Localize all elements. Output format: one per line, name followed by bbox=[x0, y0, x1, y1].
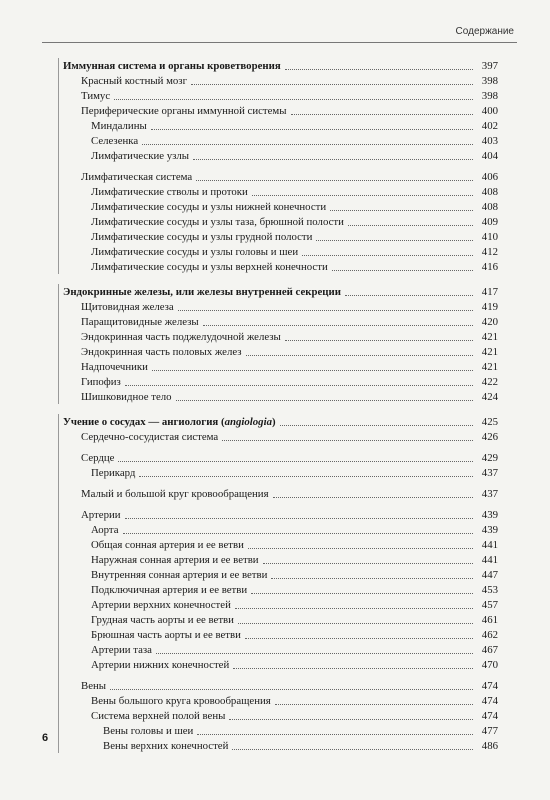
entry-title: Лимфатические стволы и протоки bbox=[91, 186, 248, 198]
dot-leader bbox=[196, 180, 473, 181]
toc-entry[interactable] bbox=[59, 73, 498, 88]
dot-leader bbox=[235, 608, 473, 609]
toc-entry[interactable] bbox=[59, 627, 498, 642]
dot-leader bbox=[203, 325, 473, 326]
latin-term: angiologia bbox=[224, 416, 272, 428]
dot-leader bbox=[156, 653, 473, 654]
entry-title: Учение о сосудах — ангиология (angiologia) bbox=[63, 416, 276, 428]
entry-title: Лимфатическая система bbox=[81, 171, 193, 183]
toc-entry[interactable] bbox=[59, 259, 498, 274]
dot-leader bbox=[139, 476, 473, 477]
dot-leader bbox=[285, 340, 473, 341]
toc-entry[interactable] bbox=[59, 612, 498, 627]
entry-page: 470 bbox=[481, 659, 498, 671]
entry-title: Артерии нижних конечностей bbox=[91, 659, 230, 671]
entry-page: 474 bbox=[481, 695, 498, 707]
dot-leader bbox=[229, 719, 473, 720]
toc-section bbox=[58, 58, 498, 274]
entry-page: 474 bbox=[481, 710, 498, 722]
entry-page: 398 bbox=[481, 90, 498, 102]
entry-title: Артерии верхних конечностей bbox=[91, 599, 231, 611]
toc-entry[interactable] bbox=[59, 567, 498, 582]
entry-title: Малый и большой круг кровообращения bbox=[81, 488, 269, 500]
dot-leader bbox=[151, 129, 473, 130]
dot-leader bbox=[232, 749, 473, 750]
entry-title: Сердечно-сосудистая система bbox=[81, 431, 219, 443]
entry-page: 419 bbox=[481, 301, 498, 313]
entry-page: 422 bbox=[481, 376, 498, 388]
dot-leader bbox=[345, 295, 473, 296]
toc-entry[interactable] bbox=[59, 465, 498, 480]
dot-leader bbox=[291, 114, 473, 115]
dot-leader bbox=[251, 593, 473, 594]
entry-title: Щитовидная железа bbox=[81, 301, 174, 313]
dot-leader bbox=[152, 370, 473, 371]
toc-entry[interactable] bbox=[59, 199, 498, 214]
dot-leader bbox=[110, 689, 473, 690]
toc-heading[interactable] bbox=[59, 58, 498, 73]
dot-leader bbox=[197, 734, 473, 735]
entry-title: Тимус bbox=[81, 90, 111, 102]
toc-entry[interactable] bbox=[59, 184, 498, 199]
entry-title: Шишковидное тело bbox=[81, 391, 172, 403]
entry-page: 408 bbox=[481, 186, 498, 198]
dot-leader bbox=[245, 638, 473, 639]
entry-page: 424 bbox=[481, 391, 498, 403]
dot-leader bbox=[238, 623, 473, 624]
entry-title: Надпочечники bbox=[81, 361, 148, 373]
dot-leader bbox=[222, 440, 473, 441]
entry-title: Система верхней полой вены bbox=[91, 710, 226, 722]
entry-page: 437 bbox=[481, 467, 498, 479]
entry-page: 420 bbox=[481, 316, 498, 328]
toc-entry[interactable] bbox=[59, 169, 498, 184]
entry-page: 403 bbox=[481, 135, 498, 147]
entry-page: 426 bbox=[481, 431, 498, 443]
toc-entry[interactable] bbox=[59, 133, 498, 148]
dot-leader bbox=[248, 548, 473, 549]
entry-page: 421 bbox=[481, 331, 498, 343]
dot-leader bbox=[302, 255, 473, 256]
entry-title: Периферические органы иммунной системы bbox=[81, 105, 287, 117]
entry-title: Сердце bbox=[81, 452, 115, 464]
entry-page: 421 bbox=[481, 346, 498, 358]
dot-leader bbox=[233, 668, 473, 669]
toc-section bbox=[58, 284, 498, 404]
entry-title: Лимфатические сосуды и узлы грудной полости bbox=[91, 231, 313, 243]
dot-leader bbox=[273, 497, 473, 498]
dot-leader bbox=[263, 563, 473, 564]
dot-leader bbox=[176, 400, 473, 401]
toc-heading[interactable] bbox=[59, 284, 498, 299]
toc-entry[interactable] bbox=[59, 642, 498, 657]
toc-entry[interactable] bbox=[59, 537, 498, 552]
entry-title: Общая сонная артерия и ее ветви bbox=[91, 539, 244, 551]
toc-entry[interactable] bbox=[59, 657, 498, 672]
entry-page: 453 bbox=[481, 584, 498, 596]
entry-title: Эндокринная часть половых желез bbox=[81, 346, 242, 358]
entry-page: 439 bbox=[481, 524, 498, 536]
entry-title: Лимфатические узлы bbox=[91, 150, 190, 162]
entry-title: Артерии bbox=[81, 509, 121, 521]
toc-section bbox=[58, 414, 498, 753]
dot-leader bbox=[118, 461, 473, 462]
toc-entry[interactable] bbox=[59, 103, 498, 118]
toc-entry[interactable] bbox=[59, 582, 498, 597]
entry-page: 409 bbox=[481, 216, 498, 228]
entry-page: 439 bbox=[481, 509, 498, 521]
entry-title: Лимфатические сосуды и узлы нижней конечности bbox=[91, 201, 327, 213]
dot-leader bbox=[125, 518, 473, 519]
entry-title: Вены головы и шеи bbox=[103, 725, 194, 737]
dot-leader bbox=[193, 159, 473, 160]
entry-title: Лимфатические сосуды и узлы головы и шеи bbox=[91, 246, 299, 258]
toc-entry[interactable] bbox=[59, 507, 498, 522]
toc-entry[interactable] bbox=[59, 244, 498, 259]
entry-title: Красный костный мозг bbox=[81, 75, 188, 87]
entry-page: 421 bbox=[481, 361, 498, 373]
dot-leader bbox=[330, 210, 473, 211]
entry-title: Вены большого круга кровообращения bbox=[91, 695, 271, 707]
dot-leader bbox=[114, 99, 473, 100]
entry-title: Миндалины bbox=[91, 120, 147, 132]
dot-leader bbox=[123, 533, 473, 534]
entry-page: 441 bbox=[481, 539, 498, 551]
entry-page: 417 bbox=[481, 286, 498, 298]
entry-title: Грудная часть аорты и ее ветви bbox=[91, 614, 234, 626]
entry-title: Внутренняя сонная артерия и ее ветви bbox=[91, 569, 268, 581]
toc-entry[interactable] bbox=[59, 693, 498, 708]
toc-entry[interactable] bbox=[59, 450, 498, 465]
dot-leader bbox=[332, 270, 473, 271]
entry-title: Аорта bbox=[91, 524, 119, 536]
entry-title: Паращитовидные железы bbox=[81, 316, 199, 328]
entry-page: 474 bbox=[481, 680, 498, 692]
dot-leader bbox=[271, 578, 473, 579]
entry-page: 461 bbox=[481, 614, 498, 626]
toc-entry[interactable] bbox=[59, 597, 498, 612]
dot-leader bbox=[275, 704, 473, 705]
toc-entry[interactable] bbox=[59, 118, 498, 133]
toc-entry[interactable] bbox=[59, 359, 498, 374]
dot-leader bbox=[280, 425, 473, 426]
toc-entry[interactable] bbox=[59, 314, 498, 329]
entry-page: 404 bbox=[481, 150, 498, 162]
entry-title: Селезенка bbox=[91, 135, 139, 147]
toc-entry[interactable] bbox=[59, 486, 498, 501]
entry-page: 410 bbox=[481, 231, 498, 243]
entry-title: Перикард bbox=[91, 467, 136, 479]
toc-entry[interactable] bbox=[59, 738, 498, 753]
entry-title: Гипофиз bbox=[81, 376, 121, 388]
toc-entry[interactable] bbox=[59, 88, 498, 103]
entry-title: Эндокринные железы, или железы внутренней секреции bbox=[63, 286, 341, 298]
entry-page: 462 bbox=[481, 629, 498, 641]
dot-leader bbox=[191, 84, 473, 85]
entry-page: 457 bbox=[481, 599, 498, 611]
entry-title: Эндокринная часть поджелудочной железы bbox=[81, 331, 281, 343]
entry-page: 398 bbox=[481, 75, 498, 87]
toc-entry[interactable] bbox=[59, 429, 498, 444]
table-of-contents bbox=[58, 58, 498, 763]
toc-entry[interactable] bbox=[59, 552, 498, 567]
dot-leader bbox=[142, 144, 473, 145]
toc-heading[interactable] bbox=[59, 414, 498, 429]
entry-title: Иммунная система и органы кроветворения bbox=[63, 60, 281, 72]
entry-title: Артерии таза bbox=[91, 644, 152, 656]
toc-entry[interactable] bbox=[59, 344, 498, 359]
entry-page: 400 bbox=[481, 105, 498, 117]
toc-entry[interactable] bbox=[59, 299, 498, 314]
entry-title: Лимфатические сосуды и узлы верхней конечности bbox=[91, 261, 328, 273]
entry-page: 406 bbox=[481, 171, 498, 183]
toc-entry[interactable] bbox=[59, 389, 498, 404]
header-rule bbox=[42, 42, 517, 43]
toc-entry[interactable] bbox=[59, 522, 498, 537]
entry-page: 408 bbox=[481, 201, 498, 213]
dot-leader bbox=[125, 385, 473, 386]
page-number: 6 bbox=[42, 732, 49, 744]
toc-entry[interactable] bbox=[59, 214, 498, 229]
entry-title: Лимфатические сосуды и узлы таза, брюшной полости bbox=[91, 216, 344, 228]
entry-page: 441 bbox=[481, 554, 498, 566]
dot-leader bbox=[348, 225, 473, 226]
toc-entry[interactable] bbox=[59, 374, 498, 389]
entry-page: 416 bbox=[481, 261, 498, 273]
entry-page: 437 bbox=[481, 488, 498, 500]
entry-page: 477 bbox=[481, 725, 498, 737]
entry-page: 467 bbox=[481, 644, 498, 656]
toc-entry[interactable] bbox=[59, 708, 498, 723]
entry-title: Подключичная артерия и ее ветви bbox=[91, 584, 248, 596]
dot-leader bbox=[252, 195, 473, 196]
toc-entry[interactable] bbox=[59, 678, 498, 693]
dot-leader bbox=[316, 240, 473, 241]
entry-page: 429 bbox=[481, 452, 498, 464]
entry-page: 425 bbox=[481, 416, 498, 428]
toc-entry[interactable] bbox=[59, 723, 498, 738]
entry-title: Брюшная часть аорты и ее ветви bbox=[91, 629, 241, 641]
dot-leader bbox=[178, 310, 473, 311]
entry-page: 402 bbox=[481, 120, 498, 132]
dot-leader bbox=[246, 355, 473, 356]
toc-entry[interactable] bbox=[59, 148, 498, 163]
toc-entry[interactable] bbox=[59, 329, 498, 344]
entry-page: 397 bbox=[481, 60, 498, 72]
toc-entry[interactable] bbox=[59, 229, 498, 244]
entry-title: Наружная сонная артерия и ее ветви bbox=[91, 554, 259, 566]
entry-page: 412 bbox=[481, 246, 498, 258]
entry-page: 447 bbox=[481, 569, 498, 581]
entry-title: Вены верхних конечностей bbox=[103, 740, 229, 752]
entry-page: 486 bbox=[481, 740, 498, 752]
dot-leader bbox=[285, 69, 473, 70]
entry-title: Вены bbox=[81, 680, 107, 692]
running-head: Содержание bbox=[455, 26, 514, 37]
